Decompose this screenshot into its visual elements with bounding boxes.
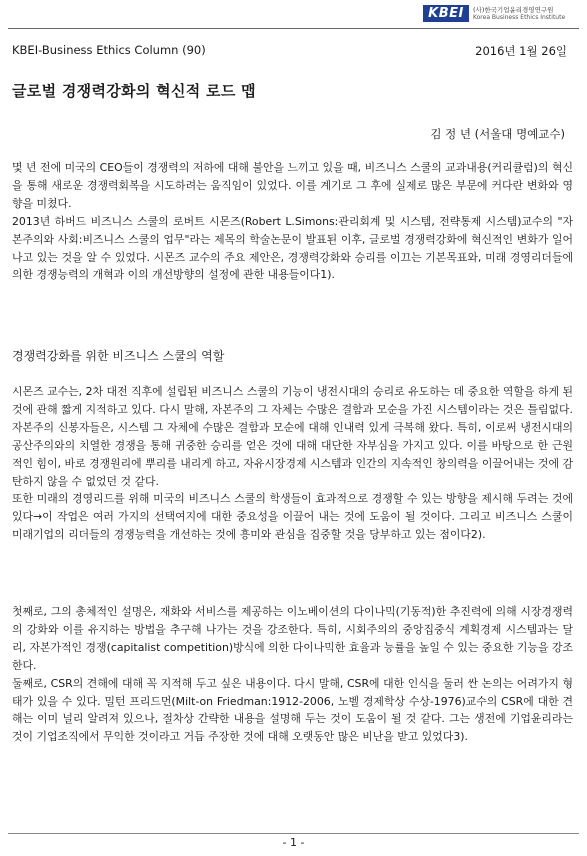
header-divider	[8, 28, 579, 29]
page-number: - 1 -	[282, 836, 305, 849]
intro-paragraph-2: 2013년 하버드 비즈니스 스쿨의 로버트 시몬즈(Robert L.Simons:관리회계 및 시스템, 전략통제 시스템)교수의 "자본주의와 사회:비즈니스 스쿨의 업무"라는 제목의 학술논문이 발표된 이후, 글로벌 경쟁력강화에 혁신적인 변화가 일어나고 있는 것을 알 수 있었다. 시몬즈 교수의 주요 제안은, 경쟁력강화와 승리를 이끄는 기본목표와, 미래 경영리더들에 의한 경쟁능력의 개혁과 이의 개선방향의 설정에 관한 내용들이다1).	[12, 214, 573, 282]
intro-paragraph-1: 몇 년 전에 미국의 CEO들이 경쟁력의 저하에 대해 불안을 느끼고 있을 때, 비즈니스 스쿨의 교과내용(커리큘럼)의 혁신을 통해 새로운 경쟁력회복을 시도하려는 움직임이 있었다. 이를 계기로 그 후에 실제로 많은 부문에 커다란 변화와 영향을 미쳤다.	[12, 161, 573, 210]
role-paragraph-1: 시몬즈 교수는, 2차 대전 직후에 설립된 비즈니스 스쿨의 기능이 냉전시대의 승리로 유도하는 데 중요한 역할을 하게 된 것에 관해 짧게 지적하고 있다. 다시 말해, 자본주의 그 자체는 수많은 결함과 모순을 가진 시스템이라는 것은 틀림없다. 자본주의 신봉자들은, 시스템 그 자체에 수많은 결함과 모순에 대해 인내력 있게 극복해 왔다. 특히, 이로써 냉전시대의 공산주의와의 치열한 경쟁을 통해 귀중한 승리를 얻은 것에 대해 대단한 자부심을 가지고 있다. 이를 바탕으로 한 근원적인 힘이, 바로 경쟁원리에 뿌리를 내리게 하고, 자유시장경제 시스템과 인간의 지속적인 창의력을 이끌어내는 것에 감탄하지 않을 수 없었던 것 같다.	[12, 385, 573, 488]
section-heading: 경쟁력강화를 위한 비즈니스 스쿨의 역할	[12, 349, 225, 363]
logo-english-name: Korea Business Ethics Institute	[473, 14, 566, 21]
kbei-logo	[423, 5, 573, 23]
intro-section	[12, 159, 573, 284]
article-title: 글로벌 경쟁력강화의 혁신적 로드 맵	[12, 82, 256, 100]
logo-korean-name: (사)한국기업윤리경영연구원	[473, 6, 554, 14]
column-label: KBEI-Business Ethics Column (90)	[12, 43, 206, 57]
role-paragraph-2: 또한 미래의 경영리드를 위해 미국의 비즈니스 스쿨의 학생들이 효과적으로 경쟁할 수 있는 방향을 제시해 두려는 것에 있다→이 작업은 여러 가지의 선택여지에 대한 중요성을 이끌어 내는 것에 도움이 될 것이다. 그리고 비즈니스 스쿨이 미래기업의 리더들의 경쟁능력을 개선하는 것에 흥미와 관심을 집중할 것을 당부하고 있는 점이다2).	[12, 492, 573, 542]
second-point-paragraph: 둘째로, CSR의 견해에 대해 꼭 지적해 두고 싶은 내용이다. 다시 말해, CSR에 대한 인식을 둘러 싼 논의는 어려가지 형태가 있을 수 있다. 밀턴 프리드먼(Milt-on Friedman:1912-2006, 노벨 경제학상 수상-1976)교수의 CSR에 대한 견해는 이미 널리 알려져 있으나, 절차상 간략한 내용을 설명해 두는 것이 도움이 될 것 같다. 그는 생전에 기업윤리라는 것이 기업조직에서 무익한 것이라고 거듭 주장한 것에 대해 오랫동안 많은 비난을 받고 있었다3).	[12, 676, 573, 744]
logo-mark: KBEI	[423, 5, 469, 22]
first-point-paragraph: 첫째로, 그의 총체적인 설명은, 재화와 서비스를 제공하는 이노베이션의 다이나믹(기동적)한 추진력에 의해 시장경쟁력의 강화와 이를 유지하는 방법을 추구해 나가는 것을 강조한다. 특히, 시회주의의 중앙집중식 계획경제 시스템과는 달리, 자본가적인 경쟁(capitalist competition)방식에 의한 다이나믹한 효율과 능률을 높일 수 있는 중요한 기능을 강조한다.	[12, 605, 573, 672]
author-line: 김 정 년 (서울대 명예교수)	[430, 127, 565, 141]
points-section	[12, 603, 573, 746]
role-section	[12, 383, 573, 544]
footer-divider	[8, 833, 579, 834]
column-date: 2016년 1월 26일	[475, 44, 567, 58]
